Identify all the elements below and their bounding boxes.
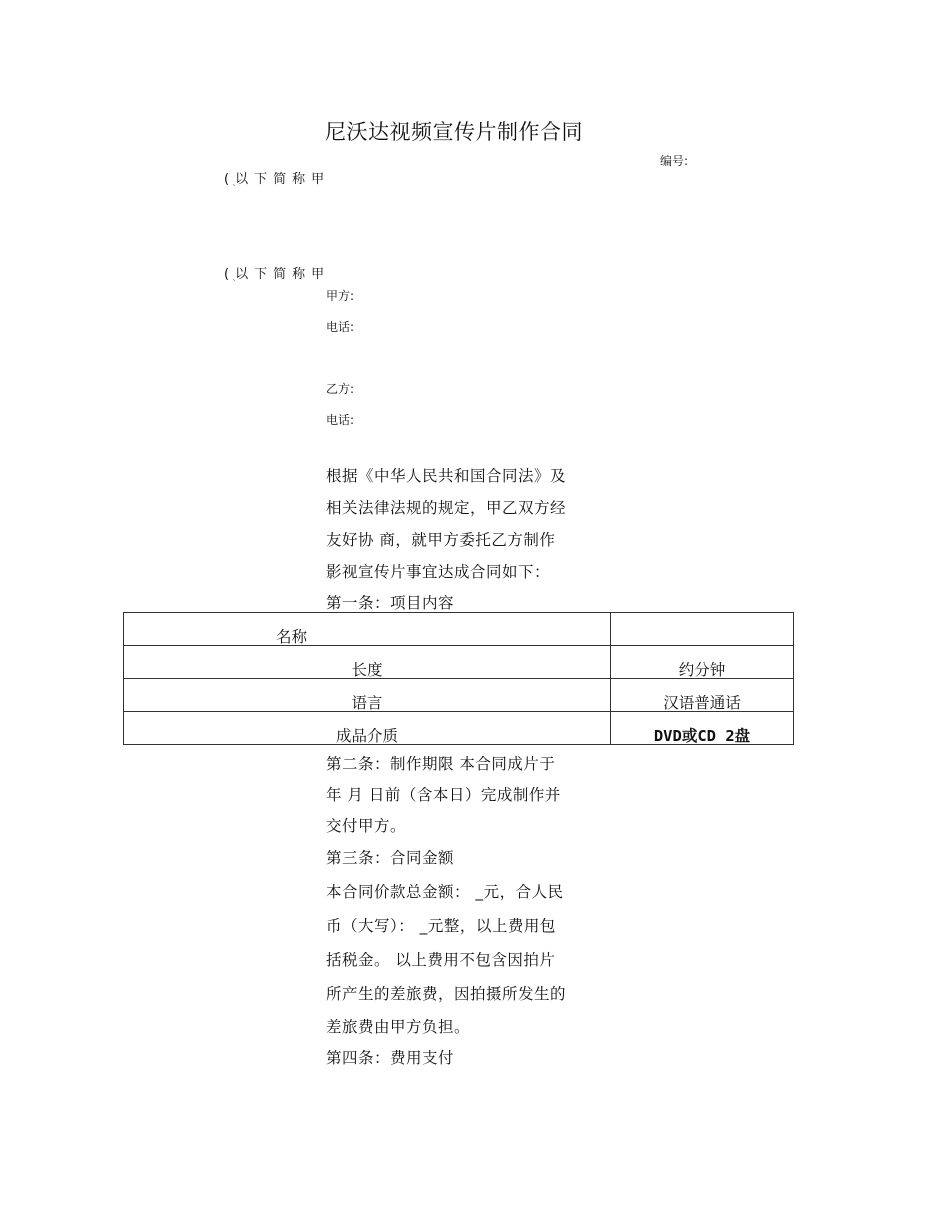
article-2-line: 年 月 日前（含本日）完成制作并 [326, 786, 561, 804]
party-b-name-label: 乙方: [326, 382, 355, 396]
paren-note-1: (以下简称甲 [224, 172, 331, 187]
tick-mark-2: ` [232, 279, 237, 290]
item-value: DVD或CD 2盘 [611, 712, 794, 745]
article-4-title: 第四条：费用支付 [326, 1049, 455, 1067]
article-3-line: 本合同价款总金额： _元，合人民 [326, 883, 564, 901]
tick-mark-1: ` [232, 184, 237, 195]
table-row [124, 646, 794, 679]
item-value [611, 613, 794, 646]
table-row [124, 712, 794, 745]
article-3-title: 第三条：合同金额 [326, 849, 455, 867]
intro-line: 友好协 商，就甲方委托乙方制作 [326, 531, 556, 549]
project-items-table [123, 612, 794, 745]
paren-note-2: (以下简称甲 [224, 267, 331, 282]
party-b-phone-label: 电话: [326, 413, 355, 427]
article-3-line: 所产生的差旅费，因拍摄所发生的 [326, 985, 567, 1003]
item-value: 汉语普通话 [611, 679, 794, 712]
contract-number-label: 编号: [660, 154, 689, 168]
article-3-line: 币（大写）： _元整，以上费用包 [326, 917, 556, 935]
item-label: 成品介质 [124, 712, 611, 745]
intro-line: 根据《中华人民共和国合同法》及 [326, 467, 567, 485]
table-row [124, 679, 794, 712]
article-3-line: 差旅费由甲方负担。 [326, 1018, 471, 1036]
table-row [124, 613, 794, 646]
article-2-line: 交付甲方。 [326, 817, 407, 835]
contract-title: 尼沃达视频宣传片制作合同 [325, 120, 583, 144]
article-3-line: 括税金。 以上费用不包含因拍片 [326, 951, 556, 969]
party-a-name-label: 甲方: [326, 289, 355, 303]
article-2-line: 第二条：制作期限 本合同成片于 [326, 755, 556, 773]
intro-line: 影视宣传片事宜达成合同如下： [326, 563, 551, 581]
item-label: 语言 [124, 679, 611, 712]
item-label: 名称 [124, 613, 611, 646]
article-1-title: 第一条：项目内容 [326, 594, 455, 612]
item-value: 约分钟 [611, 646, 794, 679]
intro-line: 相关法律法规的规定，甲乙双方经 [326, 499, 567, 517]
item-label: 长度 [124, 646, 611, 679]
party-a-phone-label: 电话: [326, 320, 355, 334]
